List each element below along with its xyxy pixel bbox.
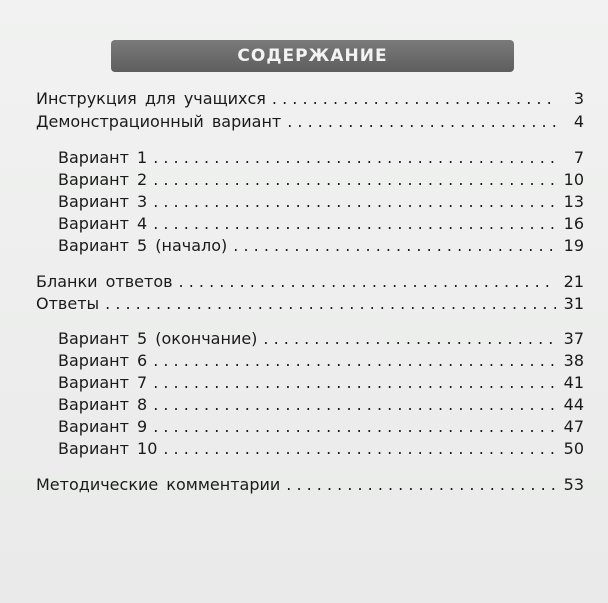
toc-entry-page: 21 [563,272,584,291]
toc-entry-variant-2[interactable] [58,169,584,191]
toc-entry-label: Бланки ответов [36,272,173,291]
toc-entry-methodical-comments[interactable] [36,474,584,496]
toc-entry-label: Вариант 7 [58,373,148,392]
dot-leader [179,271,556,293]
dot-leader [233,235,556,257]
toc-entry-label: Инструкция для учащихся [36,89,266,108]
toc-entry-page: 53 [563,475,584,494]
toc-entry-label: Вариант 2 [58,170,148,189]
toc-entry-label: Вариант 4 [58,214,148,233]
dot-leader [153,191,556,213]
toc-entry-variant-4[interactable] [58,213,584,235]
toc-entry-page: 41 [563,373,584,392]
toc-entry-page: 4 [573,112,584,131]
dot-leader [153,169,556,191]
toc-entry-label: Вариант 6 [58,351,148,370]
toc-entry-answers[interactable] [36,293,584,315]
toc-entry-variant-9[interactable] [58,416,584,438]
toc-entry-demo-variant[interactable] [36,111,584,133]
contents-header [111,40,514,72]
toc-entry-variant-6[interactable] [58,350,584,372]
toc-entry-page: 44 [563,395,584,414]
toc-entry-page: 31 [563,294,584,313]
toc-entry-label: Вариант 8 [58,395,148,414]
toc-entry-page: 7 [573,148,584,167]
toc-entry-label: Вариант 5 (окончание) [58,329,258,348]
toc-entry-variant-8[interactable] [58,394,584,416]
toc-entry-page: 3 [573,89,584,108]
dot-leader [105,293,556,315]
dot-leader [287,111,556,133]
toc-entry-answer-forms[interactable] [36,271,584,293]
toc-entry-page: 13 [563,192,584,211]
dot-leader [163,438,556,460]
toc-entry-variant-7[interactable] [58,372,584,394]
toc-entry-label: Вариант 1 [58,148,148,167]
toc-entry-instructions[interactable] [36,88,584,110]
toc-entry-variant-5-end[interactable] [58,328,584,350]
dot-leader [153,213,556,235]
dot-leader [153,350,556,372]
toc-entry-page: 10 [563,170,584,189]
dot-leader [263,328,556,350]
toc-entry-label: Ответы [36,294,100,313]
toc-entry-variant-1[interactable] [58,147,584,169]
toc-entry-page: 38 [563,351,584,370]
dot-leader [272,88,556,110]
dot-leader [153,147,556,169]
dot-leader [153,372,556,394]
contents-title: СОДЕРЖАНИЕ [237,46,388,66]
toc-entry-variant-10[interactable] [58,438,584,460]
toc-entry-label: Вариант 10 [58,439,158,458]
toc-entry-page: 16 [563,214,584,233]
toc-entry-page: 37 [563,329,584,348]
dot-leader [153,416,556,438]
toc-entry-label: Вариант 5 (начало) [58,236,228,255]
toc-entry-page: 19 [563,236,584,255]
toc-entry-variant-5-start[interactable] [58,235,584,257]
toc-entry-label: Вариант 9 [58,417,148,436]
toc-entry-label: Демонстрационный вариант [36,112,282,131]
toc-entry-variant-3[interactable] [58,191,584,213]
toc-entry-label: Методические комментарии [36,475,281,494]
dot-leader [153,394,556,416]
toc-entry-page: 50 [563,439,584,458]
toc-entry-page: 47 [563,417,584,436]
toc-entry-label: Вариант 3 [58,192,148,211]
dot-leader [286,474,556,496]
